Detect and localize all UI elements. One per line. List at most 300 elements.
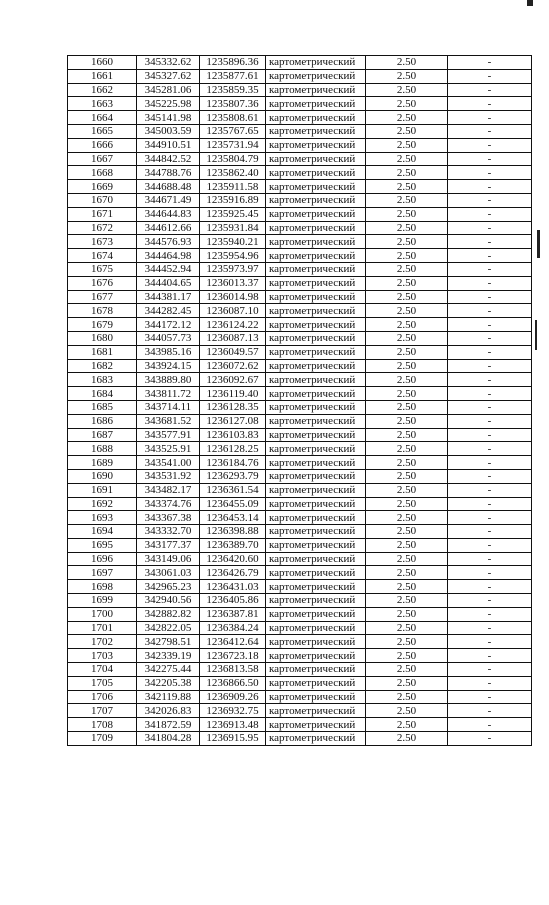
table-row	[68, 552, 532, 566]
x-coordinate-cell: 343924.15	[137, 359, 200, 373]
point-number-cell: 1666	[68, 138, 137, 152]
y-coordinate-cell: 1236087.10	[200, 304, 266, 318]
x-coordinate-cell: 343577.91	[137, 428, 200, 442]
y-coordinate-cell: 1235896.36	[200, 56, 266, 70]
point-number-cell: 1686	[68, 414, 137, 428]
method-cell: картометрический	[266, 207, 366, 221]
accuracy-cell: 2.50	[366, 676, 448, 690]
accuracy-cell: 2.50	[366, 111, 448, 125]
point-number-cell: 1678	[68, 304, 137, 318]
accuracy-cell: 2.50	[366, 414, 448, 428]
point-number-cell: 1664	[68, 111, 137, 125]
y-coordinate-cell: 1235731.94	[200, 138, 266, 152]
y-coordinate-cell: 1236384.24	[200, 621, 266, 635]
table-row	[68, 138, 532, 152]
point-number-cell: 1674	[68, 249, 137, 263]
table-row	[68, 483, 532, 497]
y-coordinate-cell: 1235862.40	[200, 166, 266, 180]
note-cell: -	[448, 497, 532, 511]
note-cell: -	[448, 304, 532, 318]
y-coordinate-cell: 1236092.67	[200, 373, 266, 387]
y-coordinate-cell: 1235804.79	[200, 152, 266, 166]
accuracy-cell: 2.50	[366, 732, 448, 746]
method-cell: картометрический	[266, 290, 366, 304]
x-coordinate-cell: 345003.59	[137, 124, 200, 138]
accuracy-cell: 2.50	[366, 124, 448, 138]
note-cell: -	[448, 663, 532, 677]
point-number-cell: 1688	[68, 442, 137, 456]
table-row	[68, 345, 532, 359]
accuracy-cell: 2.50	[366, 580, 448, 594]
point-number-cell: 1685	[68, 400, 137, 414]
x-coordinate-cell: 343367.38	[137, 511, 200, 525]
table-row	[68, 180, 532, 194]
x-coordinate-cell: 343149.06	[137, 552, 200, 566]
y-coordinate-cell: 1236128.35	[200, 400, 266, 414]
method-cell: картометрический	[266, 676, 366, 690]
point-number-cell: 1708	[68, 718, 137, 732]
x-coordinate-cell: 342026.83	[137, 704, 200, 718]
table-row	[68, 704, 532, 718]
method-cell: картометрический	[266, 193, 366, 207]
method-cell: картометрический	[266, 331, 366, 345]
x-coordinate-cell: 344172.12	[137, 318, 200, 332]
table-row	[68, 428, 532, 442]
scan-artifact-mid	[537, 230, 540, 258]
x-coordinate-cell: 344644.83	[137, 207, 200, 221]
table-row	[68, 469, 532, 483]
accuracy-cell: 2.50	[366, 345, 448, 359]
note-cell: -	[448, 566, 532, 580]
accuracy-cell: 2.50	[366, 331, 448, 345]
x-coordinate-cell: 342205.38	[137, 676, 200, 690]
y-coordinate-cell: 1236398.88	[200, 525, 266, 539]
y-coordinate-cell: 1236915.95	[200, 732, 266, 746]
accuracy-cell: 2.50	[366, 704, 448, 718]
table-row	[68, 594, 532, 608]
method-cell: картометрический	[266, 718, 366, 732]
method-cell: картометрический	[266, 56, 366, 70]
y-coordinate-cell: 1235807.36	[200, 97, 266, 111]
table-row	[68, 97, 532, 111]
x-coordinate-cell: 343811.72	[137, 387, 200, 401]
note-cell: -	[448, 235, 532, 249]
method-cell: картометрический	[266, 359, 366, 373]
accuracy-cell: 2.50	[366, 566, 448, 580]
point-number-cell: 1677	[68, 290, 137, 304]
point-number-cell: 1675	[68, 262, 137, 276]
x-coordinate-cell: 345281.06	[137, 83, 200, 97]
x-coordinate-cell: 344381.17	[137, 290, 200, 304]
note-cell: -	[448, 607, 532, 621]
note-cell: -	[448, 690, 532, 704]
table-row	[68, 663, 532, 677]
x-coordinate-cell: 344842.52	[137, 152, 200, 166]
note-cell: -	[448, 414, 532, 428]
point-number-cell: 1690	[68, 469, 137, 483]
y-coordinate-cell: 1236412.64	[200, 635, 266, 649]
note-cell: -	[448, 635, 532, 649]
table-row	[68, 607, 532, 621]
table-row	[68, 56, 532, 70]
x-coordinate-cell: 344671.49	[137, 193, 200, 207]
x-coordinate-cell: 341804.28	[137, 732, 200, 746]
note-cell: -	[448, 387, 532, 401]
accuracy-cell: 2.50	[366, 663, 448, 677]
x-coordinate-cell: 343482.17	[137, 483, 200, 497]
method-cell: картометрический	[266, 483, 366, 497]
x-coordinate-cell: 344452.94	[137, 262, 200, 276]
method-cell: картометрический	[266, 469, 366, 483]
method-cell: картометрический	[266, 69, 366, 83]
accuracy-cell: 2.50	[366, 138, 448, 152]
point-number-cell: 1689	[68, 456, 137, 470]
point-number-cell: 1670	[68, 193, 137, 207]
x-coordinate-cell: 343681.52	[137, 414, 200, 428]
x-coordinate-cell: 344464.98	[137, 249, 200, 263]
accuracy-cell: 2.50	[366, 359, 448, 373]
y-coordinate-cell: 1236049.57	[200, 345, 266, 359]
note-cell: -	[448, 345, 532, 359]
x-coordinate-cell: 343714.11	[137, 400, 200, 414]
method-cell: картометрический	[266, 97, 366, 111]
method-cell: картометрический	[266, 594, 366, 608]
note-cell: -	[448, 400, 532, 414]
table-row	[68, 359, 532, 373]
point-number-cell: 1699	[68, 594, 137, 608]
y-coordinate-cell: 1236389.70	[200, 538, 266, 552]
point-number-cell: 1672	[68, 221, 137, 235]
x-coordinate-cell: 343889.80	[137, 373, 200, 387]
note-cell: -	[448, 138, 532, 152]
x-coordinate-cell: 343332.70	[137, 525, 200, 539]
point-number-cell: 1695	[68, 538, 137, 552]
note-cell: -	[448, 331, 532, 345]
y-coordinate-cell: 1235954.96	[200, 249, 266, 263]
note-cell: -	[448, 442, 532, 456]
note-cell: -	[448, 83, 532, 97]
y-coordinate-cell: 1236909.26	[200, 690, 266, 704]
table-row	[68, 290, 532, 304]
accuracy-cell: 2.50	[366, 428, 448, 442]
coordinates-table	[67, 55, 532, 746]
note-cell: -	[448, 469, 532, 483]
method-cell: картометрический	[266, 249, 366, 263]
table-row	[68, 414, 532, 428]
point-number-cell: 1694	[68, 525, 137, 539]
note-cell: -	[448, 525, 532, 539]
point-number-cell: 1680	[68, 331, 137, 345]
x-coordinate-cell: 343177.37	[137, 538, 200, 552]
accuracy-cell: 2.50	[366, 373, 448, 387]
y-coordinate-cell: 1236813.58	[200, 663, 266, 677]
accuracy-cell: 2.50	[366, 621, 448, 635]
method-cell: картометрический	[266, 318, 366, 332]
x-coordinate-cell: 341872.59	[137, 718, 200, 732]
method-cell: картометрический	[266, 83, 366, 97]
x-coordinate-cell: 342275.44	[137, 663, 200, 677]
y-coordinate-cell: 1236723.18	[200, 649, 266, 663]
note-cell: -	[448, 718, 532, 732]
accuracy-cell: 2.50	[366, 56, 448, 70]
x-coordinate-cell: 342940.56	[137, 594, 200, 608]
x-coordinate-cell: 343061.03	[137, 566, 200, 580]
x-coordinate-cell: 342822.05	[137, 621, 200, 635]
method-cell: картометрический	[266, 456, 366, 470]
point-number-cell: 1701	[68, 621, 137, 635]
accuracy-cell: 2.50	[366, 304, 448, 318]
point-number-cell: 1704	[68, 663, 137, 677]
point-number-cell: 1697	[68, 566, 137, 580]
method-cell: картометрический	[266, 580, 366, 594]
y-coordinate-cell: 1236405.86	[200, 594, 266, 608]
table-row	[68, 276, 532, 290]
table-row	[68, 538, 532, 552]
x-coordinate-cell: 344057.73	[137, 331, 200, 345]
x-coordinate-cell: 342119.88	[137, 690, 200, 704]
y-coordinate-cell: 1236420.60	[200, 552, 266, 566]
y-coordinate-cell: 1235973.97	[200, 262, 266, 276]
note-cell: -	[448, 69, 532, 83]
point-number-cell: 1667	[68, 152, 137, 166]
note-cell: -	[448, 621, 532, 635]
scan-artifact-low	[535, 320, 537, 350]
x-coordinate-cell: 343374.76	[137, 497, 200, 511]
table-row	[68, 566, 532, 580]
note-cell: -	[448, 111, 532, 125]
table-row	[68, 69, 532, 83]
table-row	[68, 718, 532, 732]
table-row	[68, 511, 532, 525]
point-number-cell: 1668	[68, 166, 137, 180]
x-coordinate-cell: 344576.93	[137, 235, 200, 249]
note-cell: -	[448, 56, 532, 70]
note-cell: -	[448, 676, 532, 690]
y-coordinate-cell: 1236293.79	[200, 469, 266, 483]
point-number-cell: 1691	[68, 483, 137, 497]
table-row	[68, 442, 532, 456]
table-row	[68, 249, 532, 263]
point-number-cell: 1663	[68, 97, 137, 111]
method-cell: картометрический	[266, 124, 366, 138]
y-coordinate-cell: 1235877.61	[200, 69, 266, 83]
method-cell: картометрический	[266, 497, 366, 511]
accuracy-cell: 2.50	[366, 166, 448, 180]
note-cell: -	[448, 456, 532, 470]
table-row	[68, 124, 532, 138]
note-cell: -	[448, 732, 532, 746]
point-number-cell: 1669	[68, 180, 137, 194]
accuracy-cell: 2.50	[366, 442, 448, 456]
accuracy-cell: 2.50	[366, 511, 448, 525]
y-coordinate-cell: 1236072.62	[200, 359, 266, 373]
table-row	[68, 400, 532, 414]
x-coordinate-cell: 342798.51	[137, 635, 200, 649]
point-number-cell: 1705	[68, 676, 137, 690]
point-number-cell: 1703	[68, 649, 137, 663]
table-row	[68, 690, 532, 704]
note-cell: -	[448, 152, 532, 166]
x-coordinate-cell: 344688.48	[137, 180, 200, 194]
method-cell: картометрический	[266, 525, 366, 539]
y-coordinate-cell: 1236361.54	[200, 483, 266, 497]
method-cell: картометрический	[266, 428, 366, 442]
point-number-cell: 1661	[68, 69, 137, 83]
point-number-cell: 1673	[68, 235, 137, 249]
point-number-cell: 1706	[68, 690, 137, 704]
accuracy-cell: 2.50	[366, 649, 448, 663]
y-coordinate-cell: 1236013.37	[200, 276, 266, 290]
x-coordinate-cell: 345327.62	[137, 69, 200, 83]
method-cell: картометрический	[266, 621, 366, 635]
accuracy-cell: 2.50	[366, 193, 448, 207]
x-coordinate-cell: 344612.66	[137, 221, 200, 235]
table-row	[68, 193, 532, 207]
accuracy-cell: 2.50	[366, 262, 448, 276]
point-number-cell: 1681	[68, 345, 137, 359]
note-cell: -	[448, 290, 532, 304]
note-cell: -	[448, 428, 532, 442]
method-cell: картометрический	[266, 180, 366, 194]
method-cell: картометрический	[266, 732, 366, 746]
point-number-cell: 1683	[68, 373, 137, 387]
point-number-cell: 1676	[68, 276, 137, 290]
y-coordinate-cell: 1236932.75	[200, 704, 266, 718]
accuracy-cell: 2.50	[366, 318, 448, 332]
x-coordinate-cell: 342965.23	[137, 580, 200, 594]
point-number-cell: 1696	[68, 552, 137, 566]
point-number-cell: 1709	[68, 732, 137, 746]
method-cell: картометрический	[266, 538, 366, 552]
accuracy-cell: 2.50	[366, 552, 448, 566]
accuracy-cell: 2.50	[366, 718, 448, 732]
x-coordinate-cell: 344404.65	[137, 276, 200, 290]
y-coordinate-cell: 1236124.22	[200, 318, 266, 332]
method-cell: картометрический	[266, 414, 366, 428]
y-coordinate-cell: 1236128.25	[200, 442, 266, 456]
accuracy-cell: 2.50	[366, 538, 448, 552]
y-coordinate-cell: 1236387.81	[200, 607, 266, 621]
accuracy-cell: 2.50	[366, 469, 448, 483]
note-cell: -	[448, 318, 532, 332]
point-number-cell: 1702	[68, 635, 137, 649]
method-cell: картометрический	[266, 221, 366, 235]
note-cell: -	[448, 97, 532, 111]
accuracy-cell: 2.50	[366, 635, 448, 649]
table-row	[68, 456, 532, 470]
y-coordinate-cell: 1236127.08	[200, 414, 266, 428]
x-coordinate-cell: 343525.91	[137, 442, 200, 456]
table-row	[68, 676, 532, 690]
y-coordinate-cell: 1235808.61	[200, 111, 266, 125]
scan-artifact-top	[527, 0, 533, 6]
table-row	[68, 621, 532, 635]
method-cell: картометрический	[266, 235, 366, 249]
x-coordinate-cell: 343985.16	[137, 345, 200, 359]
method-cell: картометрический	[266, 387, 366, 401]
point-number-cell: 1684	[68, 387, 137, 401]
note-cell: -	[448, 180, 532, 194]
y-coordinate-cell: 1235925.45	[200, 207, 266, 221]
accuracy-cell: 2.50	[366, 387, 448, 401]
point-number-cell: 1671	[68, 207, 137, 221]
note-cell: -	[448, 262, 532, 276]
table-row	[68, 207, 532, 221]
method-cell: картометрический	[266, 635, 366, 649]
method-cell: картометрический	[266, 111, 366, 125]
accuracy-cell: 2.50	[366, 400, 448, 414]
y-coordinate-cell: 1235859.35	[200, 83, 266, 97]
method-cell: картометрический	[266, 511, 366, 525]
table-row	[68, 304, 532, 318]
accuracy-cell: 2.50	[366, 207, 448, 221]
note-cell: -	[448, 276, 532, 290]
accuracy-cell: 2.50	[366, 594, 448, 608]
method-cell: картометрический	[266, 400, 366, 414]
accuracy-cell: 2.50	[366, 276, 448, 290]
method-cell: картометрический	[266, 373, 366, 387]
table-row	[68, 166, 532, 180]
accuracy-cell: 2.50	[366, 607, 448, 621]
x-coordinate-cell: 344910.51	[137, 138, 200, 152]
accuracy-cell: 2.50	[366, 690, 448, 704]
method-cell: картометрический	[266, 566, 366, 580]
method-cell: картометрический	[266, 690, 366, 704]
method-cell: картометрический	[266, 552, 366, 566]
y-coordinate-cell: 1235940.21	[200, 235, 266, 249]
y-coordinate-cell: 1235916.89	[200, 193, 266, 207]
note-cell: -	[448, 649, 532, 663]
method-cell: картометрический	[266, 276, 366, 290]
note-cell: -	[448, 249, 532, 263]
note-cell: -	[448, 594, 532, 608]
table-row	[68, 649, 532, 663]
y-coordinate-cell: 1236866.50	[200, 676, 266, 690]
method-cell: картометрический	[266, 138, 366, 152]
table-row	[68, 152, 532, 166]
accuracy-cell: 2.50	[366, 525, 448, 539]
method-cell: картометрический	[266, 345, 366, 359]
point-number-cell: 1682	[68, 359, 137, 373]
point-number-cell: 1700	[68, 607, 137, 621]
accuracy-cell: 2.50	[366, 97, 448, 111]
point-number-cell: 1679	[68, 318, 137, 332]
y-coordinate-cell: 1235931.84	[200, 221, 266, 235]
y-coordinate-cell: 1236119.40	[200, 387, 266, 401]
accuracy-cell: 2.50	[366, 69, 448, 83]
method-cell: картометрический	[266, 262, 366, 276]
y-coordinate-cell: 1236426.79	[200, 566, 266, 580]
table-row	[68, 387, 532, 401]
table-row	[68, 732, 532, 746]
note-cell: -	[448, 207, 532, 221]
note-cell: -	[448, 704, 532, 718]
table-row	[68, 262, 532, 276]
note-cell: -	[448, 359, 532, 373]
method-cell: картометрический	[266, 152, 366, 166]
table-row	[68, 525, 532, 539]
accuracy-cell: 2.50	[366, 290, 448, 304]
accuracy-cell: 2.50	[366, 221, 448, 235]
accuracy-cell: 2.50	[366, 83, 448, 97]
accuracy-cell: 2.50	[366, 497, 448, 511]
table-row	[68, 635, 532, 649]
point-number-cell: 1707	[68, 704, 137, 718]
method-cell: картометрический	[266, 304, 366, 318]
note-cell: -	[448, 166, 532, 180]
note-cell: -	[448, 193, 532, 207]
y-coordinate-cell: 1236184.76	[200, 456, 266, 470]
